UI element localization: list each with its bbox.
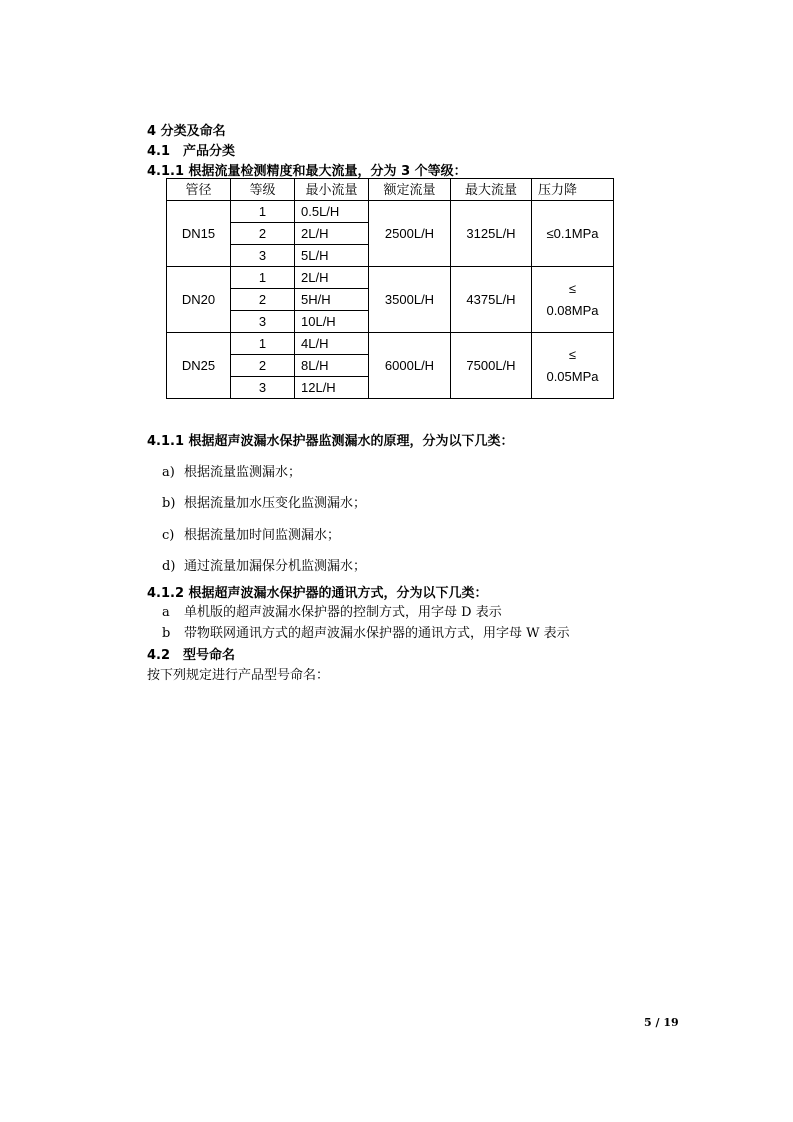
table-header-cell: 压力降 bbox=[532, 179, 614, 201]
rated-flow-cell: 3500L/H bbox=[369, 267, 451, 333]
pressure-drop-cell bbox=[532, 333, 614, 399]
min-flow-cell: 10L/H bbox=[295, 311, 369, 333]
list-item bbox=[162, 524, 340, 543]
heading-4-1-1-grades: 4.1.1 根据流量检测精度和最大流量，分为 3 个等级： bbox=[147, 164, 467, 179]
list-item-label: b bbox=[162, 626, 171, 641]
list-item bbox=[162, 622, 570, 641]
pipe-cell: DN15 bbox=[167, 201, 231, 267]
pressure-line-2: 0.05MPa bbox=[546, 368, 599, 384]
pipe-cell: DN20 bbox=[167, 267, 231, 333]
list-item bbox=[162, 555, 366, 574]
grade-cell: 3 bbox=[231, 245, 295, 267]
table-header-row bbox=[167, 179, 614, 201]
max-flow-cell: 4375L/H bbox=[451, 267, 532, 333]
list-item-label: c) bbox=[162, 528, 175, 543]
list-item-label: d) bbox=[162, 559, 176, 574]
heading-4-2: 4.2 型号命名 bbox=[147, 648, 236, 663]
list-item bbox=[162, 601, 502, 620]
pressure-line-1: ≤ bbox=[568, 346, 577, 362]
pipe-cell: DN25 bbox=[167, 333, 231, 399]
table-header-cell: 额定流量 bbox=[369, 179, 451, 201]
table-header-cell: 管径 bbox=[167, 179, 231, 201]
grade-cell: 3 bbox=[231, 311, 295, 333]
list-item-text: 根据流量监测漏水； bbox=[184, 465, 302, 480]
list-item-label: a bbox=[162, 605, 170, 620]
list-item-text: 通过流量加漏保分机监测漏水； bbox=[184, 559, 367, 574]
max-flow-cell: 7500L/H bbox=[451, 333, 532, 399]
grade-cell: 2 bbox=[231, 289, 295, 311]
min-flow-cell: 5L/H bbox=[295, 245, 369, 267]
naming-paragraph: 按下列规定进行产品型号命名： bbox=[147, 668, 330, 683]
pressure-line-1: ≤0.1MPa bbox=[546, 225, 599, 241]
rated-flow-cell: 6000L/H bbox=[369, 333, 451, 399]
min-flow-cell: 12L/H bbox=[295, 377, 369, 399]
pressure-drop-cell bbox=[532, 201, 614, 267]
rated-flow-cell: 2500L/H bbox=[369, 201, 451, 267]
grade-cell: 1 bbox=[231, 333, 295, 355]
table-row bbox=[167, 201, 614, 223]
grade-cell: 2 bbox=[231, 355, 295, 377]
table-header-cell: 等级 bbox=[231, 179, 295, 201]
min-flow-cell: 4L/H bbox=[295, 333, 369, 355]
table-row bbox=[167, 333, 614, 355]
grade-cell: 1 bbox=[231, 201, 295, 223]
spec-table bbox=[166, 178, 614, 399]
list-item-text: 根据流量加水压变化监测漏水； bbox=[184, 496, 367, 511]
grade-cell: 1 bbox=[231, 267, 295, 289]
list-item-text: 带物联网通讯方式的超声波漏水保护器的通讯方式，用字母 W 表示 bbox=[184, 626, 570, 641]
pressure-line-2: 0.08MPa bbox=[546, 302, 599, 318]
list-item-text: 单机版的超声波漏水保护器的控制方式，用字母 D 表示 bbox=[184, 605, 502, 620]
min-flow-cell: 2L/H bbox=[295, 267, 369, 289]
heading-4-1-2: 4.1.2 根据超声波漏水保护器的通讯方式，分为以下几类： bbox=[147, 586, 488, 601]
list-item bbox=[162, 461, 301, 480]
grade-cell: 2 bbox=[231, 223, 295, 245]
pressure-line-1: ≤ bbox=[568, 280, 577, 296]
min-flow-cell: 2L/H bbox=[295, 223, 369, 245]
page-number: 5 / 19 bbox=[644, 1016, 679, 1029]
heading-4-1: 4.1 产品分类 bbox=[147, 144, 236, 159]
table-header-cell: 最大流量 bbox=[451, 179, 532, 201]
table-row bbox=[167, 267, 614, 289]
heading-4-1-1-principle: 4.1.1 根据超声波漏水保护器监测漏水的原理，分为以下几类： bbox=[147, 434, 514, 449]
min-flow-cell: 0.5L/H bbox=[295, 201, 369, 223]
list-item-text: 根据流量加时间监测漏水； bbox=[184, 528, 341, 543]
grade-cell: 3 bbox=[231, 377, 295, 399]
min-flow-cell: 8L/H bbox=[295, 355, 369, 377]
max-flow-cell: 3125L/H bbox=[451, 201, 532, 267]
pressure-drop-cell bbox=[532, 267, 614, 333]
list-item bbox=[162, 492, 366, 511]
table-header-cell: 最小流量 bbox=[295, 179, 369, 201]
list-item-label: a) bbox=[162, 465, 175, 480]
min-flow-cell: 5H/H bbox=[295, 289, 369, 311]
heading-4: 4 分类及命名 bbox=[147, 124, 226, 139]
list-item-label: b) bbox=[162, 496, 176, 511]
